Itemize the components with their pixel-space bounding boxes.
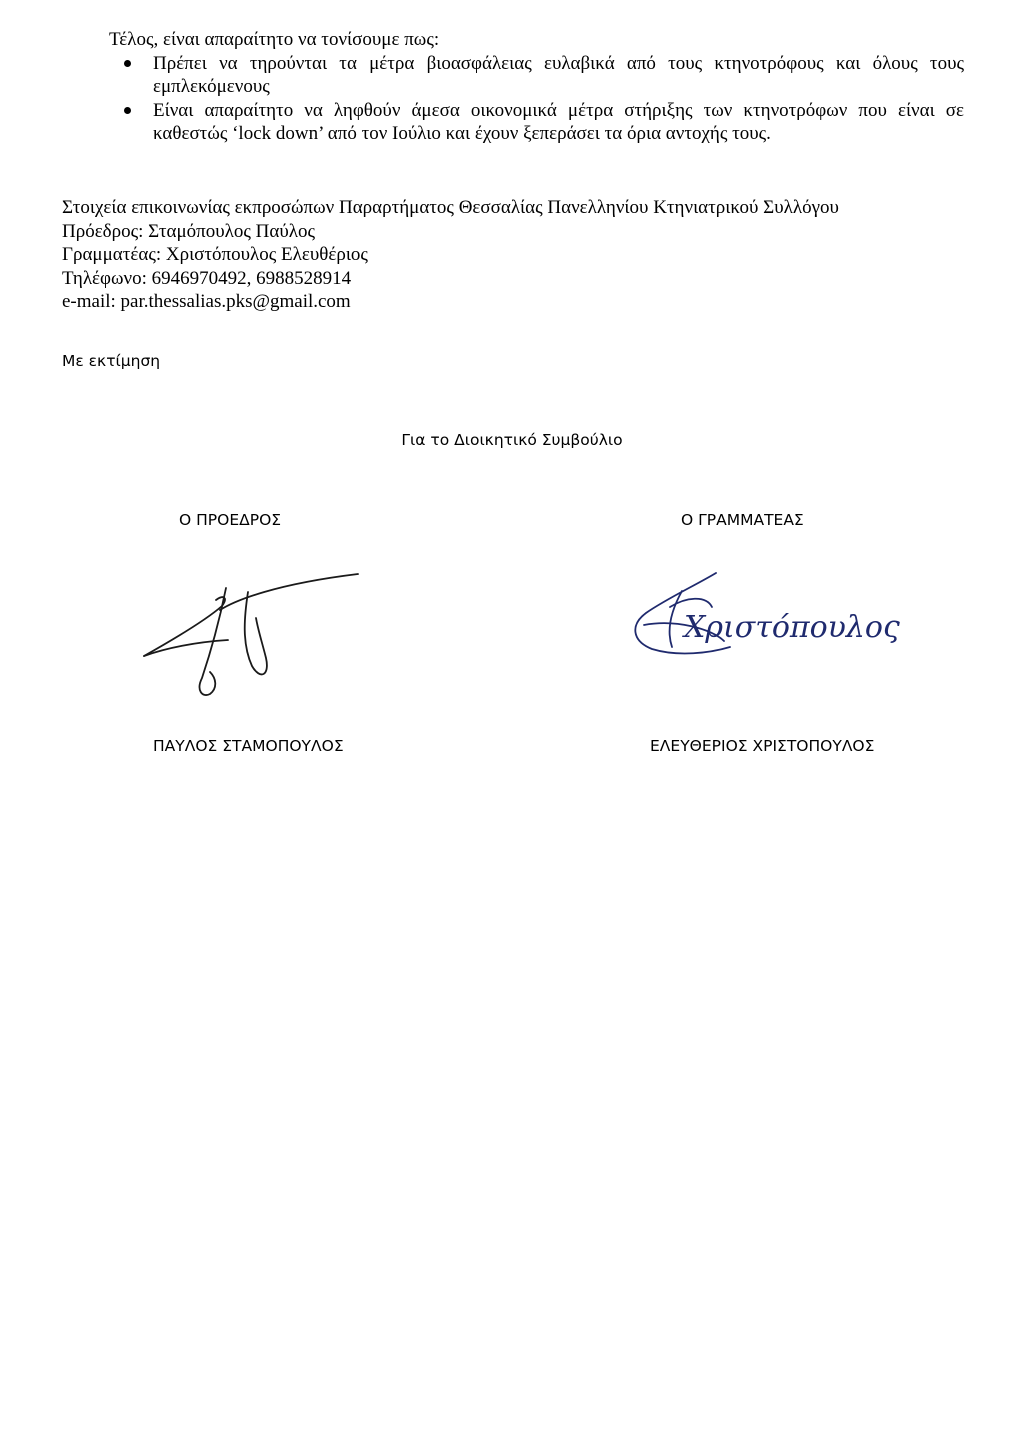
contact-heading: Στοιχεία επικοινωνίας εκπροσώπων Παραρτήματος Θεσσαλίας Πανελληνίου Κτηνιατρικού Συλλόγου <box>62 197 839 218</box>
contact-email: e-mail: par.thessalias.pks@gmail.com <box>62 291 351 312</box>
secretary-role: Ο ΓΡΑΜΜΑΤΕΑΣ <box>681 511 804 529</box>
contact-phone: Τηλέφωνο: 6946970492, 6988528914 <box>62 267 352 289</box>
secretary-name: ΕΛΕΥΘΕΡΙΟΣ ΧΡΙΣΤΟΠΟΥΛΟΣ <box>650 737 875 755</box>
closing-text: Με εκτίμηση <box>62 352 161 370</box>
president-signature <box>136 548 366 718</box>
intro-text: Τέλος, είναι απαραίτητο να τονίσουμε πως: <box>109 29 440 50</box>
bullet-icon <box>124 60 131 67</box>
list-item <box>122 99 964 145</box>
contact-block <box>62 196 839 314</box>
secretary-signature <box>626 555 900 680</box>
president-name: ΠΑΥΛΟΣ ΣΤΑΜΟΠΟΥΛΟΣ <box>153 737 344 755</box>
list-item <box>122 52 964 98</box>
bullet-text: Είναι απαραίτητο να ληφθούν άμεσα οικονομικά μέτρα στήριξης των κτηνοτρόφων που είναι σε καθεστώς ‘lock down’ από τον Ιούλιο και έχουν ξεπεράσει τα όρια αντοχής τους. <box>153 100 964 144</box>
contact-president: Πρόεδρος: Σταμόπουλος Παύλος <box>62 220 315 242</box>
bullet-list <box>122 52 964 146</box>
board-heading: Για το Διοικητικό Συμβούλιο <box>401 431 623 449</box>
president-role: Ο ΠΡΟΕΔΡΟΣ <box>179 511 282 529</box>
bullet-text: Πρέπει να τηρούνται τα μέτρα βιοασφάλειας ευλαβικά από τους κτηνοτρόφους και όλους τους εμπλεκόμενους <box>153 53 964 97</box>
svg-text:Χριστόπουλος: Χριστόπουλος <box>684 610 900 645</box>
contact-secretary: Γραμματέας: Χριστόπουλος Ελευθέριος <box>62 244 368 265</box>
bullet-icon <box>124 107 131 114</box>
